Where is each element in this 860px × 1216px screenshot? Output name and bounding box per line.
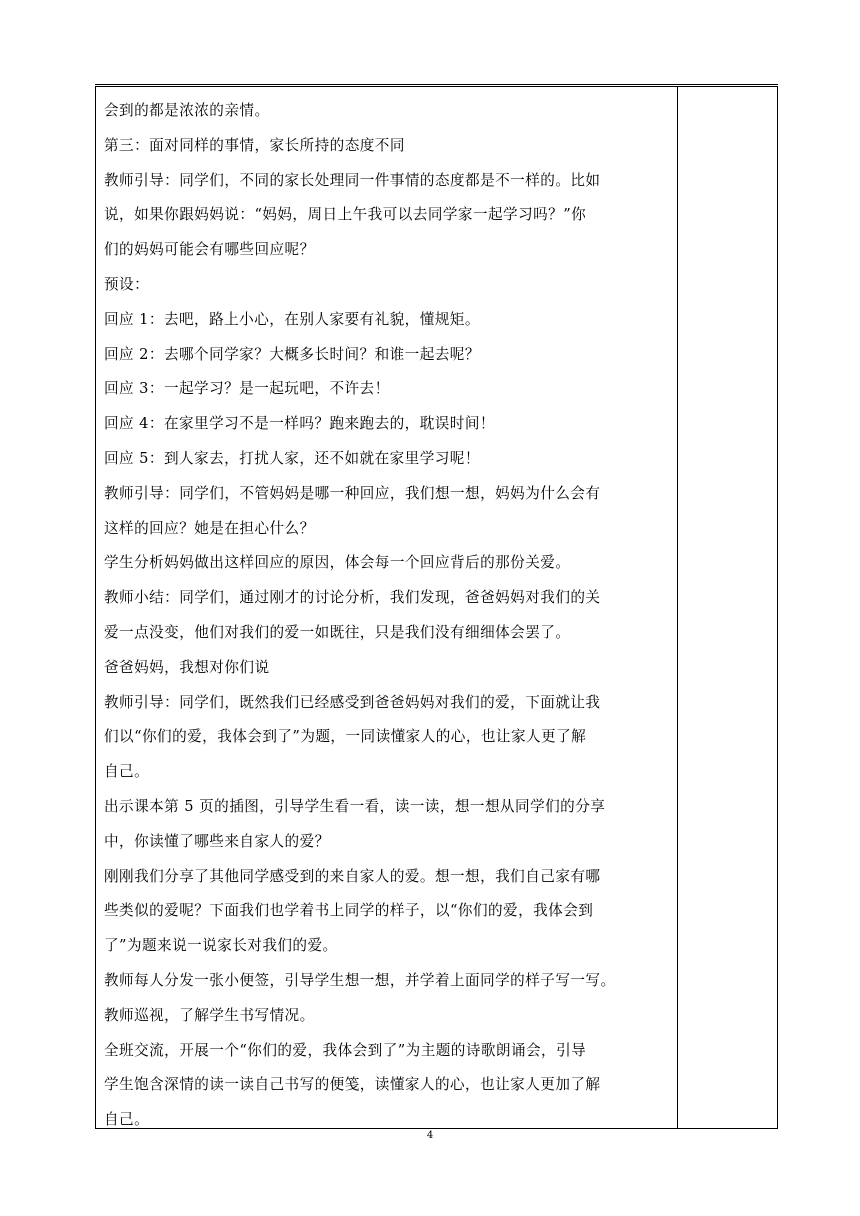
response-item: 回应 3：一起学习？是一起玩吧，不许去！ xyxy=(104,380,390,398)
text-line: 刚刚我们分享了其他同学感受到的来自家人的爱。想一想，我们自己家有哪 xyxy=(104,867,601,885)
lesson-content-cell xyxy=(104,94,670,1138)
response-item: 回应 2：去哪个同学家？大概多长时间？和谁一起去呢？ xyxy=(104,345,480,363)
section-heading: 爸爸妈妈，我想对你们说 xyxy=(104,658,270,676)
text-line: 学生饱含深情的读一读自己书写的便笺，读懂家人的心，也让家人更加了解 xyxy=(104,1076,601,1094)
text-line: 预设： xyxy=(104,275,150,293)
text-line: 出示课本第 5 页的插图，引导学生看一看，读一读，想一想从同学们的分享 xyxy=(104,797,606,815)
response-item: 回应 5：到人家去，打扰人家，还不如就在家里学习呢！ xyxy=(104,449,480,467)
page-number: 4 xyxy=(426,1130,434,1141)
response-item: 回应 4：在家里学习不是一样吗？跑来跑去的，耽误时间！ xyxy=(104,415,495,433)
text-line: 自己。 xyxy=(104,763,150,781)
text-line: 们以“你们的爱，我体会到了”为题，一同读懂家人的心，也让家人更了解 xyxy=(104,728,587,746)
text-line: 些类似的爱呢？下面我们也学着书上同学的样子，以“你们的爱，我体会到 xyxy=(104,902,594,920)
text-line: 教师引导：同学们，不同的家长处理同一件事情的态度都是不一样的。比如 xyxy=(104,171,601,189)
text-line: 会到的都是浓浓的亲情。 xyxy=(104,102,270,119)
notes-column-divider xyxy=(677,86,678,1128)
text-line: 了”为题来说一说家长对我们的爱。 xyxy=(104,937,338,955)
text-line: 们的妈妈可能会有哪些回应呢？ xyxy=(104,241,315,259)
text-line: 说，如果你跟妈妈说：“妈妈，周日上午我可以去同学家一起学习吗？”你 xyxy=(104,206,587,224)
text-line: 教师小结：同学们，通过刚才的讨论分析，我们发现，爸爸妈妈对我们的关 xyxy=(104,589,601,607)
response-item: 回应 1：去吧，路上小心，在别人家要有礼貌，懂规矩。 xyxy=(104,310,480,328)
text-line: 教师每人分发一张小便签，引导学生想一想，并学着上面同学的样子写一写。 xyxy=(104,971,616,989)
header-rule xyxy=(95,84,778,85)
text-line: 教师巡视，了解学生书写情况。 xyxy=(104,1006,315,1024)
text-line: 中，你读懂了哪些来自家人的爱？ xyxy=(104,832,330,850)
text-line: 这样的回应？她是在担心什么？ xyxy=(104,519,315,537)
text-line: 自己。 xyxy=(104,1111,150,1129)
text-line: 爱一点没变，他们对我们的爱一如既往，只是我们没有细细体会罢了。 xyxy=(104,623,571,641)
text-line: 教师引导：同学们，不管妈妈是哪一种回应，我们想一想，妈妈为什么会有 xyxy=(104,484,601,502)
text-line: 全班交流，开展一个“你们的爱，我体会到了”为主题的诗歌朗诵会，引导 xyxy=(104,1041,587,1059)
text-line: 教师引导：同学们，既然我们已经感受到爸爸妈妈对我们的爱，下面就让我 xyxy=(104,693,601,711)
section-heading: 第三：面对同样的事情，家长所持的态度不同 xyxy=(104,136,405,154)
text-line: 学生分析妈妈做出这样回应的原因，体会每一个回应背后的那份关爱。 xyxy=(104,554,571,572)
